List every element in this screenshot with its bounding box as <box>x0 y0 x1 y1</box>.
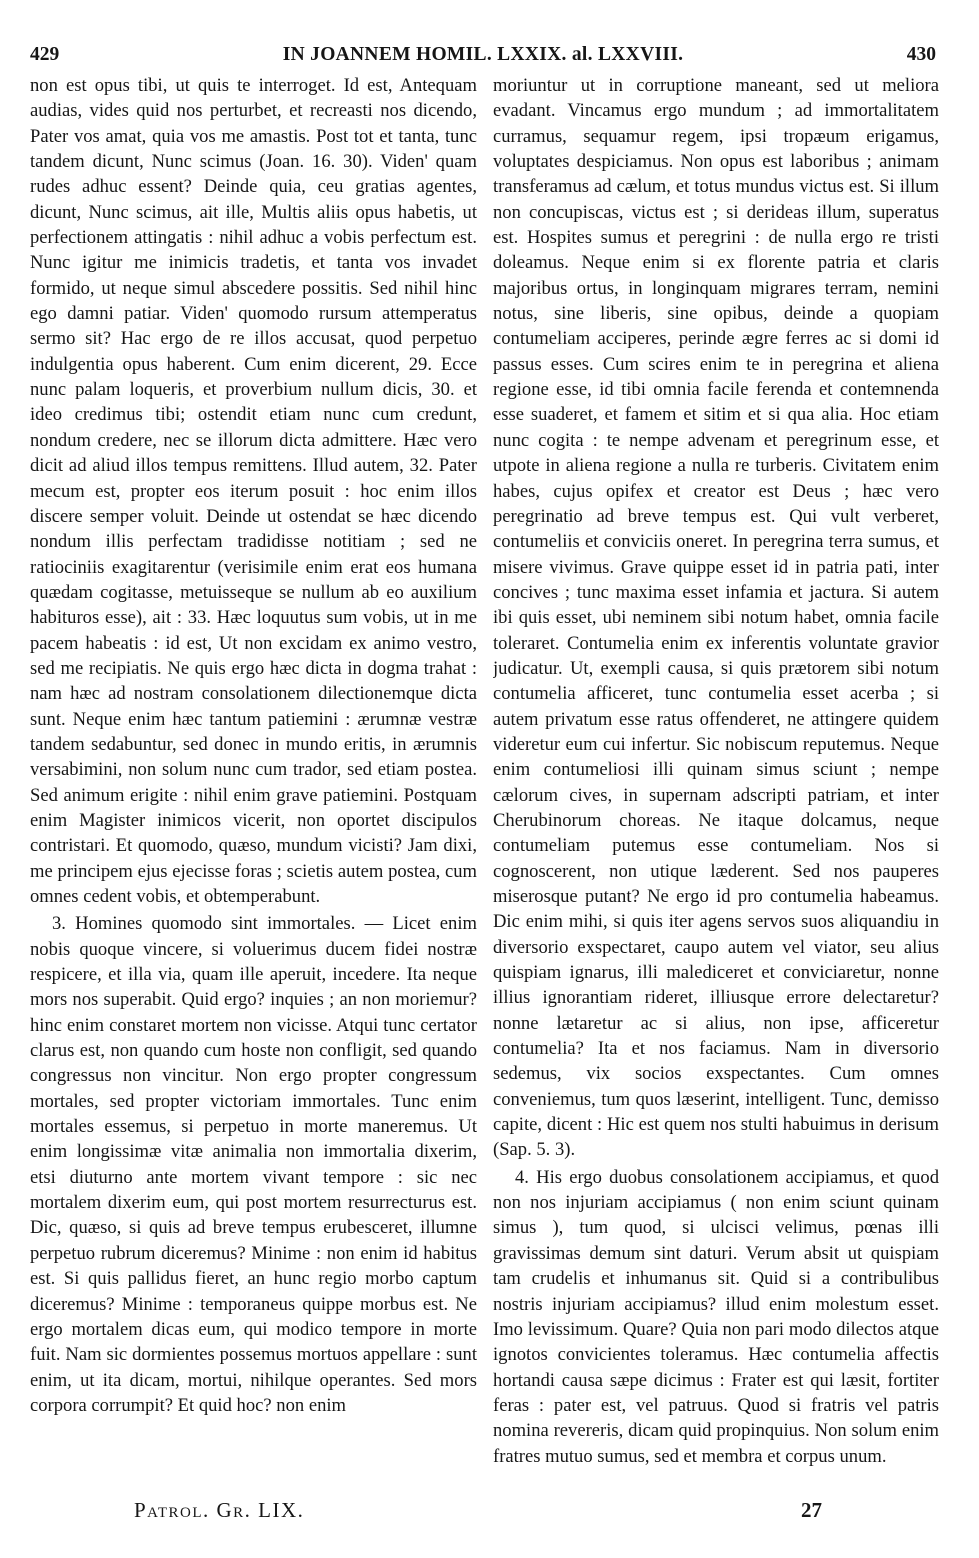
running-title: IN JOANNEM HOMIL. LXXIX. al. LXXVIII. <box>282 44 684 65</box>
left-column <box>30 73 477 1489</box>
volume-signature: Patrol. Gr. LIX. <box>134 1498 305 1522</box>
paragraph: non est opus tibi, ut quis te interroget. Id est, Antequam audias, vides quid nos perturbet, et recreasti nos dicendo, Pater vos amat, quia vos me amastis. Post tot et tanta, tunc tandem dicunt, Nunc scimus (Joan. 16. 30). Viden' quam rudes adhuc essent? Deinde quia, ceu gratias agentes, dicunt, Nunc scimus, ait ille, Multis aliis opus habetis, ut perfectionem attingatis : nihil adhuc a vobis perfectum est. Nunc igitur me inimicis tradetis, et tanta vos invadet formido, ut neque simul abscedere possitis. Sed nihil hinc ego damni patiar. Viden' quomodo rursum attemperatus sermo sit? Hac ergo de re illos accusat, quod perpetuo indulgentia opus haberent. Cum enim dicerent, 29. Ecce nunc palam loqueris, et proverbium nullum dicis, 30. et ideo credimus tibi; ostendit etiam nunc cum credunt, nondum credere, nec se illorum dicta admittere. Hæc vero dicit ad aliud illos tempus remittens. Illud autem, 32. Pater mecum est, propter eos iterum posuit : hoc enim illos discere semper voluit. Deinde ut ostendat se hæc dicendo nondum illis perfectam tradidisse notitiam ; sed ne ratiociniis exagitarentur (verisimile enim erat eos humana quædam cogitasse, metuisseque se nullum ab eo auxilium habituros esse), ait : 33. Hæc loquutus sum vobis, ut in me pacem habeatis : id est, Ut non excidam ex animo vestro, sed me recipiatis. Ne quis ergo hæc dicta in dogma trahat : nam hæc ad nostram consolationem dilectionemque dicta sunt. Neque enim hæc tantum patiemini : ærumnæ vestræ tandem sedabuntur, sed donec in mundo eritis, in ærumnis versabimini, non solum nunc cum trador, sed etiam postea. Sed animum erigite : nihil enim grave patiemini. Postquam enim Magister inimicos vicerit, non oportet discipulos contristari. Et quomodo, quæso, mundum vicisti? Jam dixi, me principem ejus ejecisse foras ; scietis autem postea, cum omnes cedent vobis, et obtemperabunt. <box>30 75 477 907</box>
running-header <box>30 44 936 72</box>
page-footer <box>30 1496 936 1530</box>
page-number-left: 429 <box>30 44 60 65</box>
paragraph-section-4: 4. His ergo duobus consolationem accipiamus, et quod non nos injuriam accipiamus ( non enim sciunt quinam simus ), tum quod, si ulcisci velimus, pœnas illi gravissimas demum sint daturi. Verum absit ut quispiam tam crudelis et inhumanus sit. Quid si a contribulibus nostris injuriam accipiamus? illud enim molestum esset. Imo levissimum. Quare? Quia non pari modo dilectos atque ignotos convicientes toleramus. Hæc contumelia affectis hortandi causa sæpe dicimus : Frater est qui læsit, fortiter feras : pater est, vel patruus. Quod si fratris vel patris nomina revereris, dicam quid propinquius. Non solum enim fratres mutuo sumus, sed et membra et corpus unum. <box>493 1166 939 1467</box>
sheet-number: 27 <box>801 1498 822 1522</box>
right-column <box>493 73 939 1489</box>
paragraph-section-3: 3. Homines quomodo sint immortales. — Licet enim nobis quoque vincere, si voluerimus ducem fidei nostræ respicere, et illa via, quam ille aperuit, incedere. Ita neque mors nos superabit. Quid ergo? inquies ; an non moriemur? hinc enim constaret mortem non vicisse. Atqui tunc certator clarus est, non quando cum hoste non confligit, sed quando congressus non vincitur. Non ergo propter congressum mortales, sed propter victoriam immortales. Tunc enim mortales essemus, si perpetuo in morte maneremus. Ut enim longissimæ vitæ animalia non immortalia dixerim, etsi diuturno ante mortem vivant tempore : sic nec mortalem dixerim eum, qui post mortem resurrecturus est. Dic, quæso, si quis ad breve tempus erubesceret, illumne perpetuo rubrum diceremus? Minime : non enim id habitus est. Si quis pallidus fieret, an hunc regio morbo captum diceremus? Minime : temporaneus quippe morbus est. Ne ergo mortalem dicas eum, qui modico tempore in morte fuit. Nam sic dormientes possemus mortuos appellare : sunt enim, ut ita dicam, mortui, nihilque operantes. Sed mors corpora corrumpit? Et quid hoc? non enim <box>30 913 477 1416</box>
paragraph: moriuntur ut in corruptione maneant, sed ut meliora evadant. Vincamus ergo mundum ; ad immortalitatem curramus, sequamur regem, ipsi tropæum erigamus, voluptates despiciamus. Non opus est laboribus ; animam transferamus ad cælum, et totus mundus victus est. Si illum non concupiscas, victus est ; si derideas illum, superatus est. Hospites sumus et peregrini : de nulla ergo re tristi doleamus. Neque enim si ex florente patria et claris majoribus ortus, in longinquam migrares terram, nemini notus, sine liberis, sine opibus, deinde a quopiam contumeliam acciperes, perinde ægre ferres ac si domi id passus esses. Cum scires enim te in peregrina et aliena regione esse, id tibi omnia facile ferenda et contemnenda esse suaderet, et famem et sitim et si qua alia. Hoc etiam nunc cogita : te nempe advenam et peregrinum esse, et utpote in aliena regione a nulla re turberis. Civitatem enim habes, cujus opifex et creator est Deus ; hæc vero peregrinatio ad breve tempus est. Qui vult verberet, contumeliis et conviciis oneret. In peregrina terra sumus, et misere vivimus. Grave quippe esset id in patria pati, inter concives ; tunc maxima esset infamia et jactura. Si autem ibi quis esset, ubi neminem sibi notum habet, omnia facile toleraret. Contumelia enim ex inferentis voluntate gravior judicatur. Ut, exempli causa, si quis prætorem sibi notum contumelia afficeret, tunc contumelia esset acerba ; si autem privatum esse ratus offenderet, ne attingere quidem videretur eum cui infertur. Sic nobiscum reputemus. Neque enim contumeliosi illi quinam simus sciunt ; nempe cælorum cives, in supernam adscripti patriam, et inter Cherubinorum choreas. Ne itaque dolcamus, neque contumeliam putemus esse contumeliam. Nos si cognoscerent, non utique læderent. Sed nos pauperes miserosque putant? Ne ergo id pro contumelia habeamus. Dic enim mihi, si quis iter agens servos suos aliquandiu in diversorio exspectaret, caupo autem vel viator, seu alius quispiam ignarus, illi malediceret et conviciaretur, nonne illius ignorantiam rideret, illiusque errore delectaretur? nonne lætaretur ac si alius, non ipse, afficeretur contumelia? Ita et nos faciamus. Nam in diversorio sedemus, vix socios exspectantes. Cum omnes conveniemus, tum quos læserint, intelligent. Tunc, demisso capite, dicent : Hic est quem nos stulti habuimus in derisum (Sap. 5. 3). <box>493 75 939 1161</box>
page-number-right: 430 <box>906 44 936 65</box>
